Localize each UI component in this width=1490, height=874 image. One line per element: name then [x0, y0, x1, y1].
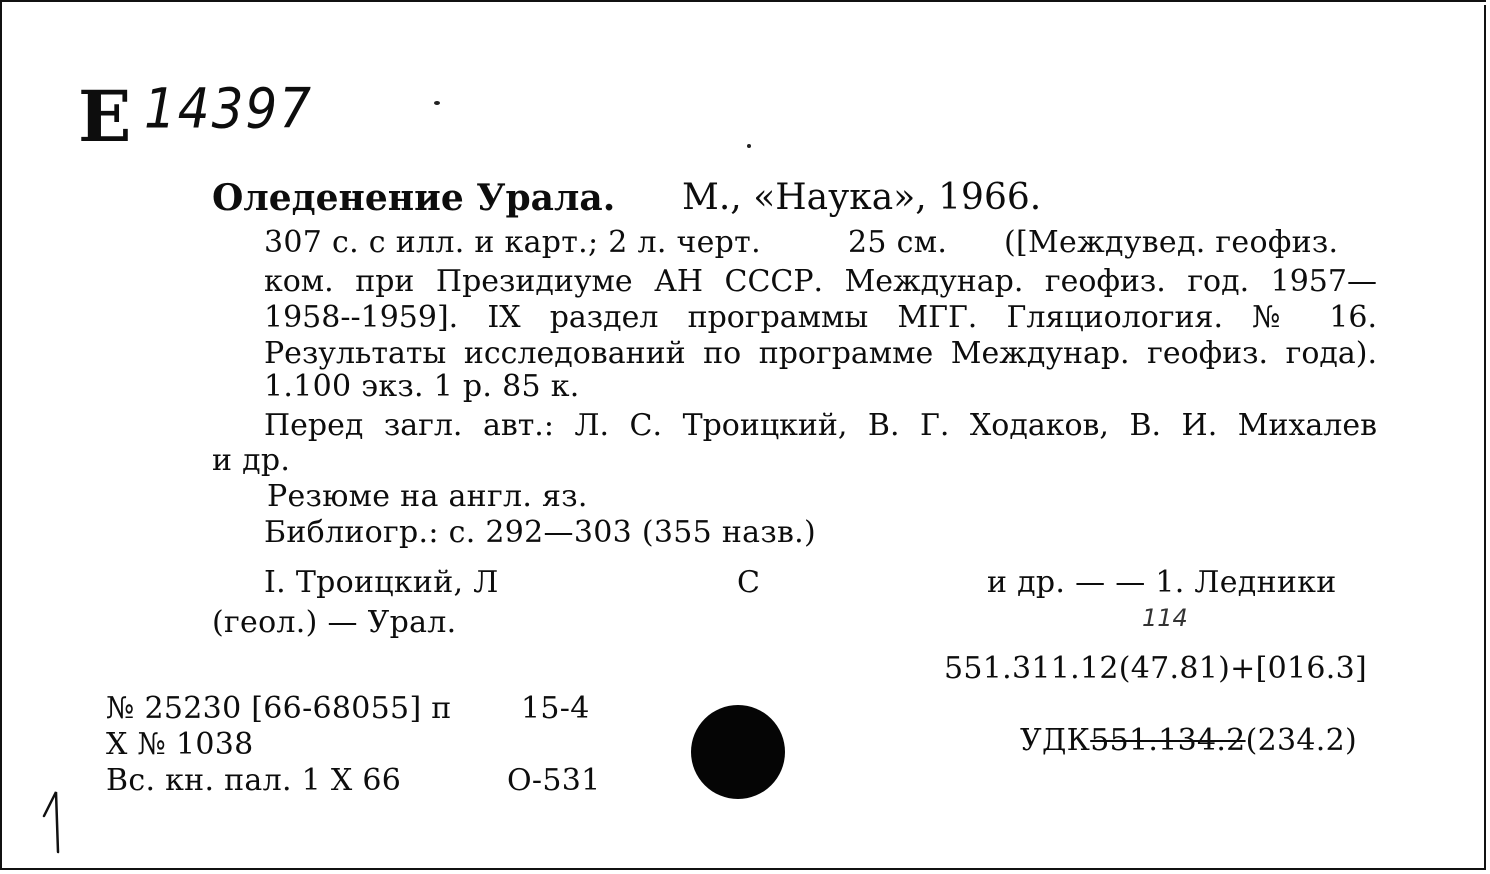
- collation-size: 25 см.: [848, 225, 948, 260]
- series-line: Результаты исследований по программе Междунар. геофиз. года).: [264, 336, 1377, 371]
- udc-index: УДК551.134.2(234.2): [1020, 723, 1357, 758]
- speck: [434, 101, 440, 105]
- handwritten-mark-icon: [40, 786, 70, 856]
- series-start: ([Междувед. геофиз.: [1004, 225, 1339, 260]
- print-info-number: № 25230 [66-68055] п: [106, 691, 452, 726]
- speck: [747, 144, 751, 148]
- authors-note: Перед загл. авт.: Л. С. Троицкий, В. Г. Ходаков, В. И. Михалев: [264, 408, 1377, 443]
- collation-pages: 307 с. с илл. и карт.; 2 л. черт.: [264, 225, 761, 260]
- summary-note: Резюме на англ. яз.: [267, 479, 588, 514]
- card-top-edge: [62, 2, 1490, 5]
- handwritten-note: 114: [1142, 604, 1188, 632]
- shelfmark-letter: E: [78, 75, 132, 158]
- tracing-part1: I. Троицкий, Л: [264, 565, 499, 600]
- tracing-part3: и др. — — 1. Ледники: [987, 565, 1337, 600]
- punch-hole: [691, 705, 785, 799]
- series-line: ком. при Президиуме АН СССР. Междунар. геофиз. год. 1957—: [264, 264, 1377, 299]
- print-info-x: Х № 1038: [106, 727, 254, 762]
- print-info-chamber: Вс. кн. пал. 1 Х 66: [106, 763, 402, 798]
- bbk-index: 551.311.12(47.81)+[016.3]: [944, 651, 1367, 686]
- series-line: 1958--1959]. IX раздел программы МГГ. Гляциология. № 16.: [264, 300, 1377, 335]
- print-info-code: О-531: [507, 763, 601, 798]
- bibliography-note: Библиогр.: с. 292—303 (355 назв.): [264, 515, 817, 550]
- tracing-part2: С: [737, 565, 761, 600]
- book-title: Оледенение Урала.: [212, 177, 616, 219]
- imprint: М., «Наука», 1966.: [682, 177, 1042, 218]
- authors-note-cont: и др.: [212, 443, 291, 478]
- print-run-price: 1.100 экз. 1 р. 85 к.: [264, 369, 580, 404]
- print-info-order: 15-4: [521, 691, 590, 726]
- shelfmark-number: 14397: [144, 77, 314, 141]
- tracing-line2: (геол.) — Урал.: [212, 605, 457, 640]
